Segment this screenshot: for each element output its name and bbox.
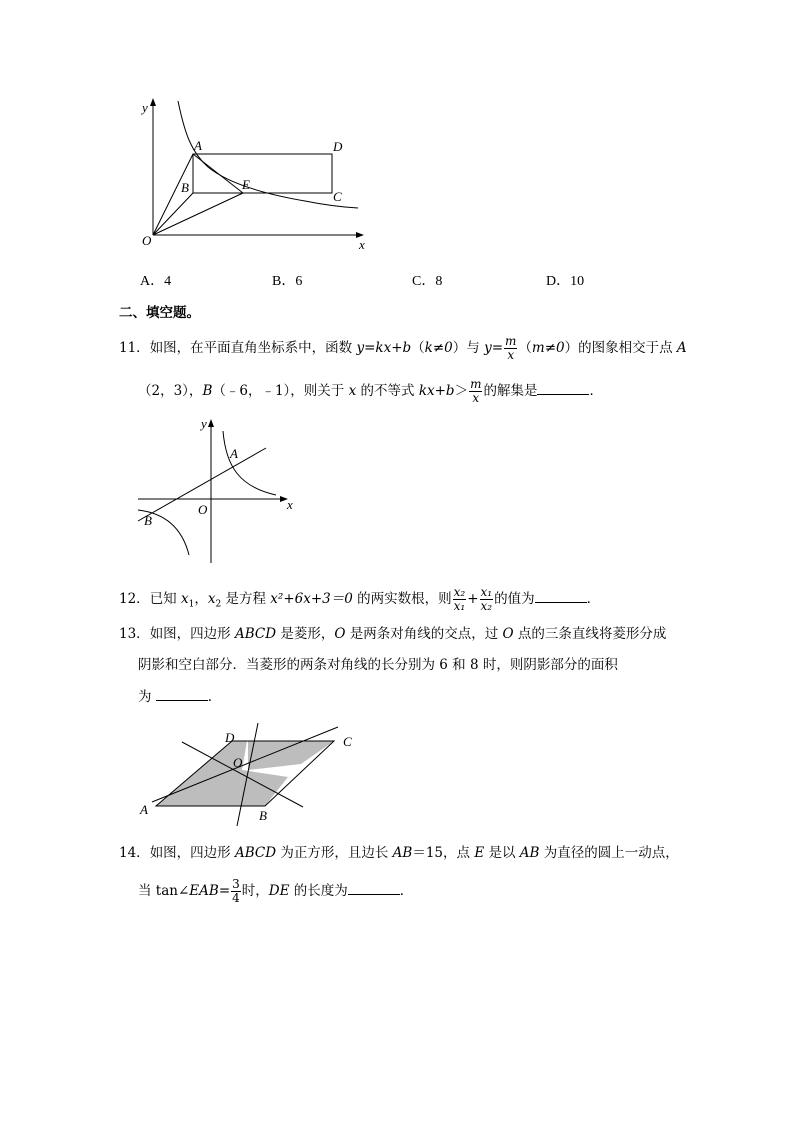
q13-line2: 阴影和空白部分．当菱形的两条对角线的长分别为 6 和 8 时，则阴影部分的面积	[138, 657, 618, 673]
q11-point-b: B	[202, 383, 213, 399]
rectangle-abcd	[193, 154, 332, 193]
q12-equation: x²+6x+3＝0	[270, 591, 353, 607]
q12-fraction-2	[480, 586, 494, 613]
label-o: O	[233, 755, 243, 770]
q14-line1	[119, 843, 679, 863]
q14-text-5: 为直径的圆上一动点，	[539, 845, 679, 861]
q11-frac-den: x	[507, 348, 515, 362]
label-d: D	[333, 139, 343, 154]
q11-text-2: ）与	[452, 340, 485, 356]
q12-text-4: 的值为	[494, 591, 535, 607]
q11-answer-blank[interactable]	[537, 380, 589, 395]
label-b: B	[181, 180, 189, 195]
q13-text-5: 为	[138, 689, 156, 705]
q14-text-2: 为正方形，且边长	[276, 845, 393, 861]
figure-q10	[130, 95, 380, 255]
q12-text-2: 是方程	[221, 591, 271, 607]
q14-ab: AB	[392, 845, 413, 861]
section-title: 二、填空题。	[119, 305, 200, 321]
y-axis-arrow	[208, 419, 214, 427]
q14-e: E	[474, 845, 485, 861]
option-a: A．4	[140, 274, 172, 289]
q11-inequality-lhs: kx+b	[418, 383, 455, 399]
q11-end: ．	[589, 383, 603, 399]
q14-ab-2: AB	[519, 845, 540, 861]
label-e: E	[242, 177, 250, 192]
option-c: C．8	[412, 274, 443, 289]
label-y: y	[142, 100, 148, 115]
q12-sub2: 2	[215, 599, 222, 610]
q11-frac2-num: m	[470, 377, 482, 391]
q12-text: 已知	[149, 591, 181, 607]
label-o: O	[142, 233, 152, 248]
q11-text-5: 的解集是	[483, 383, 538, 399]
q14-text: 如图，四边形	[149, 845, 235, 861]
label-b: B	[259, 808, 267, 823]
q12-end: ．	[586, 591, 601, 607]
q12-number: 12．	[119, 591, 150, 607]
q11-text: 如图，在平面直角坐标系中，函数	[149, 340, 357, 356]
q12-f2-den: x₂	[480, 599, 493, 613]
q12-f1-num: x₂	[453, 585, 466, 599]
q14-answer-blank[interactable]	[348, 880, 400, 895]
figure-q11	[134, 415, 309, 565]
q12-x1: x	[180, 591, 189, 607]
q11-fraction-m-over-x	[504, 335, 517, 362]
q11-paren-2: （	[518, 340, 532, 356]
q14-de: DE	[268, 883, 290, 899]
q13-answer-blank[interactable]	[156, 686, 208, 701]
y-axis-arrow	[150, 98, 156, 106]
q11-condition-m: m≠0	[531, 340, 565, 356]
label-c: C	[333, 189, 342, 204]
q12-line	[119, 586, 600, 615]
q11-fraction-rhs	[469, 378, 482, 405]
q13-text: 如图，四边形	[149, 626, 235, 642]
q14-fraction	[231, 878, 241, 905]
q11-point-a: A	[676, 340, 687, 356]
label-a: A	[230, 446, 238, 461]
q11-line2	[138, 378, 603, 405]
q11-frac-num: m	[505, 334, 517, 348]
label-d: D	[225, 730, 235, 745]
q11-gt: ＞	[454, 383, 469, 399]
segment-ae	[193, 154, 243, 193]
q12-f2-num: x₁	[480, 585, 493, 599]
q14-frac-num: 3	[232, 877, 240, 891]
label-x: x	[359, 237, 365, 252]
q12-sub1: 1	[188, 599, 195, 610]
label-c: C	[343, 734, 352, 749]
q13-number: 13．	[119, 626, 150, 642]
q11-text-3: ）的图象相交于点	[564, 340, 677, 356]
q12-f1-den: x₁	[453, 599, 466, 613]
label-a: A	[140, 802, 148, 817]
q13-text-2: 是菱形，	[276, 626, 335, 642]
q11-var-x: x	[348, 383, 357, 399]
q14-text-3: ＝15，点	[412, 845, 475, 861]
q11-number: 11．	[119, 340, 150, 356]
q11-text-4: 的不等式	[356, 383, 419, 399]
q14-number: 14．	[119, 845, 150, 861]
label-b: B	[144, 513, 152, 528]
q14-end: ．	[399, 883, 414, 899]
q11-linear-function: y=kx+b	[356, 340, 412, 356]
q12-text-3: 的两实数根，则	[352, 591, 452, 607]
q14-eab: EAB	[189, 883, 219, 899]
label-a: A	[194, 138, 202, 153]
q11-coord-a: （2，3），	[138, 383, 203, 399]
q12-fraction-1	[453, 586, 467, 613]
label-y: y	[201, 416, 207, 431]
q13-end: ．	[207, 689, 222, 705]
segment-ob	[153, 193, 193, 235]
q14-text-4: 是以	[484, 845, 520, 861]
q11-paren: （	[411, 340, 425, 356]
option-b: B．6	[272, 274, 303, 289]
q14-eq: =	[218, 883, 231, 899]
q13-o: O	[334, 626, 346, 642]
q13-text-4: 点的三条直线将菱形分成	[513, 626, 667, 642]
label-o: O	[198, 502, 208, 517]
q12-comma: ，	[194, 591, 208, 607]
q11-line1	[119, 335, 687, 362]
q14-frac-den: 4	[232, 891, 240, 905]
q13-text-3: 是两条对角线的交点，过	[345, 626, 503, 642]
q14-line2	[138, 878, 413, 905]
hyperbola-branch-1	[223, 431, 276, 495]
q11-frac2-den: x	[472, 391, 480, 405]
label-x: x	[287, 497, 293, 512]
segment-oe	[153, 193, 243, 235]
q13-line1	[119, 624, 666, 644]
q12-plus: +	[467, 591, 479, 607]
q11-condition-k: k≠0	[424, 340, 453, 356]
q14-text-6: 当 tan∠	[138, 883, 190, 899]
q14-text-8: 的长度为	[289, 883, 348, 899]
q14-abcd: ABCD	[234, 845, 277, 861]
q13-line3	[138, 686, 221, 707]
figure-q13	[138, 722, 378, 832]
q11-coord-b: （﹣6，﹣1），则关于	[212, 383, 349, 399]
option-d: D．10	[546, 274, 585, 289]
q11-y-eq: y=	[484, 340, 504, 356]
q12-answer-blank[interactable]	[535, 588, 587, 603]
q14-text-7: 时，	[241, 883, 269, 899]
shaded-region-left	[156, 741, 247, 806]
q13-o-2: O	[502, 626, 514, 642]
q13-abcd: ABCD	[234, 626, 277, 642]
shaded-region-right	[248, 741, 334, 770]
q12-x2: x	[207, 591, 216, 607]
